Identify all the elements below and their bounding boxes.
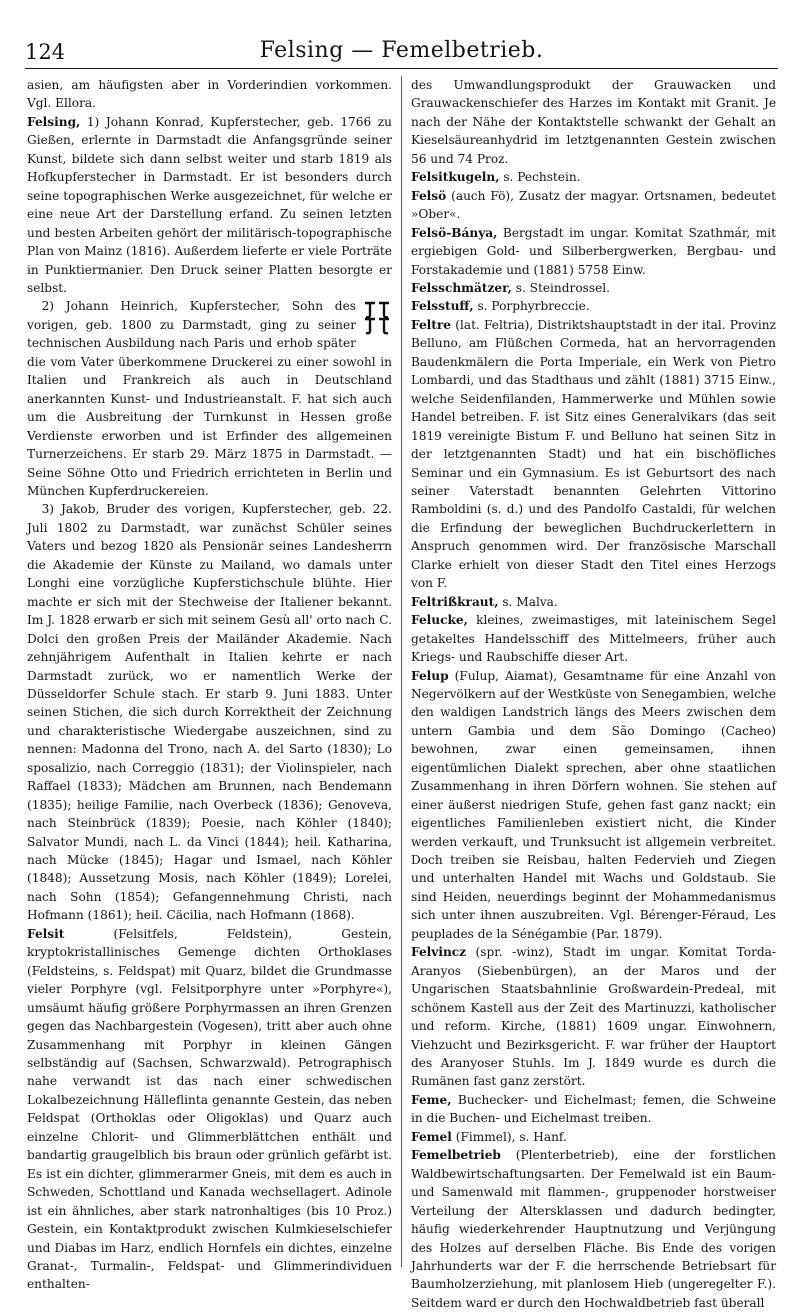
- text-columns: [25, 76, 778, 1310]
- dictionary-entry: [27, 113, 392, 298]
- entry-lemma: Femelbetrieb: [411, 1148, 501, 1163]
- entry-text: Buchecker- und Eichelmast; femen, die Schweine in die Buchen- und Eichelmast treiben.: [411, 1092, 776, 1126]
- entry-text: s. Steindrossel.: [511, 280, 611, 295]
- entry-text: des Umwandlungsprodukt der Grauwacken und Grauwackenschiefer des Harzes im Kontakt mit Granit. Je nach der Nähe der Kontaktstelle schwankt der Gehalt an Kieselsäureanhydrid im letztgenannten Gestein zwischen 56 und 74 Proz.: [411, 78, 776, 166]
- dictionary-entry: [411, 667, 776, 944]
- dictionary-entry: [411, 1146, 776, 1312]
- entry-lemma: Feltre: [411, 317, 452, 332]
- entry-lemma: Felsö: [411, 188, 447, 203]
- entry-text: 1) Johann Konrad, Kupferstecher, geb. 1766 zu Gießen, erlernte in Darmstadt die Anfangsgründe seiner Kunst, bildete sich dann selbst weiter und starb 1819 als Hofkupferstecher in Darmstadt. Er ist besonders durch seine topographischen Werke ausgezeichnet, für welche er eine neue Art der Darstellung erfand. Zu seinen letzten und besten Arbeiten gehört der militärisch-topographische Plan von Mainz (1816). Außerdem lieferte er viele Porträte in Punktiermanier. Den Druck seiner Platten besorgte er selbst.: [27, 114, 392, 295]
- entry-lemma: Felup: [411, 668, 449, 683]
- dictionary-entry: [411, 279, 776, 297]
- entry-lemma: Feme,: [411, 1092, 452, 1107]
- entry-text: (spr. -winz), Stadt im ungar. Komitat Torda-Aranyos (Siebenbürgen), an der Maros und der Ungarischen Staatsbahnlinie Großwardein-Predeal, mit schönem Kastell aus der Zeit des Martinuzzi, katholischer und reform. Kirche, (1881) 1609 ungar. Einwohnern, Viehzucht und Bezirksgericht. F. war früher der Hauptort des Aranyoser Stuhls. Im J. 1849 wurde es durch die Rumänen fast ganz zerstört.: [411, 945, 776, 1089]
- entry-paragraph: [27, 76, 392, 113]
- dictionary-entry: [411, 297, 776, 315]
- entry-text: (Felsitfels, Feldstein), Gestein, kryptokristallinisches Gemenge dichten Orthoklases (Feldsteins, s. Feldspat) mit Quarz, bildet die Grundmasse vieler Porphyre (vgl. Felsitporphyre unter »Porphyre«), umsäumt häufig größere Porphyrmassen an ihren Grenzen gegen das Nachbargestein (Vogesen), tritt aber auch ohne Zusammenhang mit Porphyr in kleinen Gängen selbständig auf (Sachsen, Schwarzwald). Petrographisch nahe verwandt ist das nach einer schwedischen Lokalbezeichnung Hälleflinta genannte Gestein, das neben Feldspat (Orthoklas oder Oligoklas) und Quarz auch einzelne Chlorit- und Glimmerblättchen enthält und bandartig graugelblich bis braun oder grünlich gefärbt ist. Es ist ein dichter, glimmerarmer Gneis, mit dem es auch in Schweden, Schottland und Kanada wechsellagert. Adinole ist ein ähnliches, aber stark natronhaltiges (bis 10 Proz.) Gestein, ein Kontaktprodukt zwischen Kulmkieselschiefer und Diabas im Harz, endlich Hornfels ein dichtes, einzelne Granat-, Turmalin-, Feldspat- und Glimmerindividuen enthalten-: [27, 926, 392, 1292]
- entry-text: (Fimmel), s. Hanf.: [451, 1129, 567, 1144]
- entry-text: s. Pechstein.: [499, 170, 581, 185]
- dictionary-entry: [411, 187, 776, 224]
- dictionary-entry: [411, 943, 776, 1091]
- running-head: Felsing — Femelbetrieb.: [259, 38, 544, 63]
- page-number: 124: [25, 40, 66, 64]
- entry-lemma: Felsitkugeln,: [411, 170, 500, 185]
- entry-text: 2) Johann Heinrich, Kupferstecher, Sohn des vorigen, geb. 1800 zu Darmstadt, ging zu seiner technischen Ausbildung nach Paris und erhob später die vom Vater überkommene Druckerei zu einer sowohl in Italien und Frankreich als auch in Deutschland anerkannten Kunst- und Industrieanstalt. F. hat sich auch um die Ausbreitung der Turnkunst in Hessen große Verdienste erworben und ist Erfinder des allgemeinen Turnerzeichens. Er starb 29. März 1875 in Darmstadt. — Seine Söhne Otto und Friedrich errichteten in Berlin und München Kupferdruckereien.: [27, 299, 392, 498]
- entry-lemma: Felsö-Bánya,: [411, 225, 498, 240]
- entry-lemma: Feltrißkraut,: [411, 594, 499, 609]
- entry-text: s. Malva.: [498, 594, 558, 609]
- entry-lemma: Felsit: [27, 926, 65, 941]
- entry-lemma: Femel: [411, 1129, 452, 1144]
- entry-lemma: Felucke,: [411, 613, 468, 628]
- turnerzeichen-icon: [362, 299, 392, 335]
- dictionary-entry: [411, 316, 776, 593]
- left-column: [25, 76, 401, 1292]
- dictionary-entry: [411, 1091, 776, 1128]
- entry-paragraph: [27, 297, 392, 500]
- entry-text: (auch Fö), Zusatz der magyar. Ortsnamen, bedeutet »Ober«.: [411, 188, 776, 222]
- dictionary-entry: [411, 168, 776, 186]
- right-column: [402, 76, 778, 1310]
- entry-text: kleines, zweimastiges, mit lateinischem Segel getakeltes Handelsschiff des Mittelmeers, früher auch Kriegs- und Raubschiffe dieser Art.: [411, 613, 776, 665]
- dictionary-entry: [27, 925, 392, 1294]
- entry-lemma: Felsing,: [27, 114, 81, 129]
- dictionary-entry: [411, 1128, 776, 1146]
- entry-lemma: Felvincz: [411, 945, 467, 960]
- entry-paragraph: [27, 500, 392, 924]
- dictionary-entry: [411, 611, 776, 666]
- entry-text: s. Porphyrbreccie.: [473, 299, 590, 314]
- entry-lemma: Felsschmätzer,: [411, 280, 512, 295]
- page-header: [25, 36, 778, 69]
- entry-paragraph: [411, 76, 776, 168]
- dictionary-entry: [411, 224, 776, 279]
- entry-text: (Plenterbetrieb), eine der forstlichen Waldbewirtschaftungsarten. Der Femelwald ist ein Baum- und Samenwald mit flammen-, gruppenoder horstweiser Verteilung der Altersklassen und dadurch bedingter, häufig wiederkehrender Hauptnutzung und Verjüngung des Holzes auf derselben Fläche. Bis Ende des vorigen Jahrhunderts war der F. die herrschende Betriebsart für Baumholzerziehung, mit planlosem Hieb (ungeregelter F.). Seitdem ward er durch den Hochwaldbetrieb fast überall: [411, 1148, 776, 1310]
- entry-text: Bergstadt im ungar. Komitat Szathmár, mit ergiebigen Gold- und Silberbergwerken, Bergbau- und Forstakademie und (1881) 5758 Einw.: [411, 225, 776, 277]
- entry-lemma: Felsstuff,: [411, 299, 474, 314]
- entry-text: asien, am häufigsten aber in Vorderindien vorkommen. Vgl. Ellora.: [27, 78, 392, 111]
- entry-text: (Fulup, Aiamat), Gesamtname für eine Anzahl von Negervölkern auf der Westküste von Senegambien, welche den waldigen Landstrich längs des Meers zwischen dem untern Gambia und dem São Domingo (Cacheo) bewohnen, zwar einen gemeinsamen, ihnen eigentümlichen Dialekt sprechen, aber ohne staatlichen Zusammenhang in ihren Dörfern wohnen. Sie stehen auf einer äußerst niedrigen Stufe, gehen fast ganz nackt; ein eigentliches Familienleben existiert nicht, die Kinder werden verkauft, und Trunksucht ist allgemein verbreitet. Doch treiben sie Reisbau, halten Federvieh und Ziegen und unterhalten Handel mit Wachs und Goldstaub. Sie sind Heiden, neuerdings beginnt der Mohammedanismus sich unter ihnen auszubreiten. Vgl. Bérenger-Féraud, Les peuplades de la Sénégambie (Par. 1879).: [411, 668, 776, 941]
- entry-text: (lat. Feltria), Distriktshauptstadt in der ital. Provinz Belluno, am Flüßchen Cormeda, hat an hervorragenden Baudenkmälern die Porta Imperiale, ein Werk von Pietro Lombardi, und das Stadthaus und zählt (1881) 3715 Einw., welche Seidenfilanden, Hammerwerke und Mühlen sowie Handel betreiben. F. ist Sitz eines Generalvikars (das seit 1819 vereinigte Bistum F. und Belluno hat seinen Sitz in der letztgenannten Stadt) und hat ein bischöfliches Seminar und ein Gymnasium. Es ist Geburtsort des nach seiner Vaterstadt benannten Gelehrten Vittorino Ramboldini (s. d.) und des Pandolfo Castaldi, für welchen die Erfindung der beweglichen Buchdruckerlettern in Anspruch genommen wird. Der französische Marschall Clarke erhielt von dieser Stadt den Titel eines Herzogs von F.: [411, 317, 776, 591]
- dictionary-entry: [411, 593, 776, 611]
- entry-text: 3) Jakob, Bruder des vorigen, Kupferstecher, geb. 22. Juli 1802 zu Darmstadt, war zunächst Schüler seines Vaters und bezog 1820 als Pensionär seines Landesherrn die Akademie der Künste zu Mailand, wo damals unter Longhi eine vorzügliche Kupferstichschule blühte. Hier machte er sich mit der Stechweise der Italiener bekannt. Im J. 1828 erwarb er sich mit seinem Gesù all' orto nach C. Dolci den großen Preis der Mailänder Akademie. Nach zehnjährigem Aufenthalt in Italien kehrte er nach Darmstadt zurück, wo er namentlich Werke der Düsseldorfer Schule stach. Er starb 9. Juni 1883. Unter seinen Stichen, die sich durch Korrektheit der Zeichnung und charakteristische Wiedergabe auszeichnen, sind zu nennen: Madonna del Trono, nach A. del Sarto (1830); Lo sposalizio, nach Correggio (1831); der Violinspieler, nach Raffael (1833); Mädchen am Brunnen, nach Bendemann (1835); heilige Familie, nach Overbeck (1836); Genoveva, nach Steinbrück (1839); Poesie, nach Köhler (1840); Salvator Mundi, nach L. da Vinci (1844); heil. Katharina, nach Mücke (1845); Hagar und Ismael, nach Köhler (1848); Aussetzung Mosis, nach Köhler (1849); Lorelei, nach Sohn (1854); Gefangennehmung Christi, nach Hofmann (1861); heil. Cäcilia, nach Hofmann (1868).: [27, 502, 392, 923]
